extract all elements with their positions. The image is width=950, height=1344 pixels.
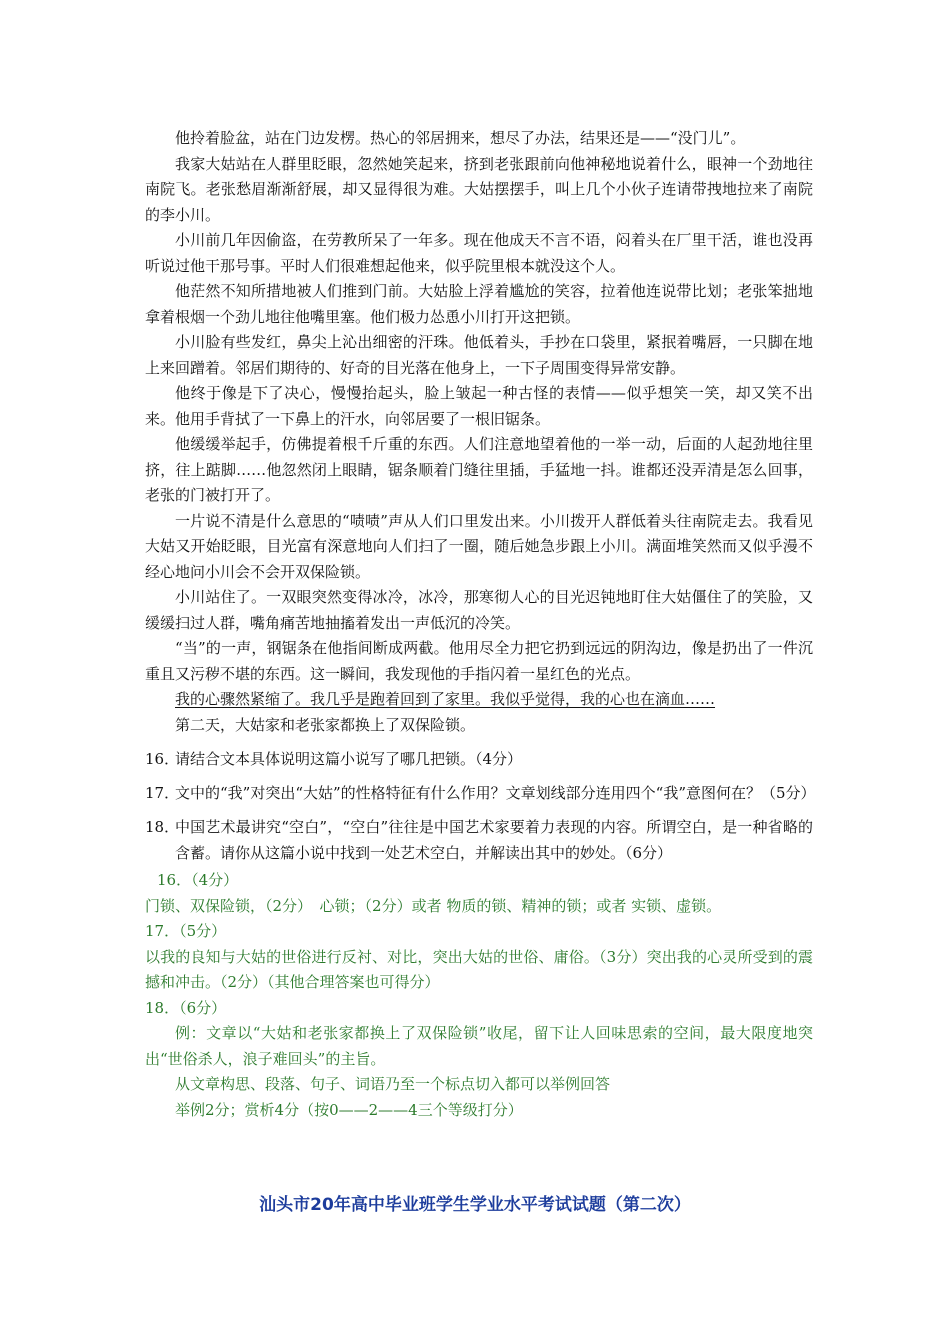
story-paragraph: 一片说不清是什么意思的“啧啧”声从人们口里发出来。小川拨开人群低着头往南院走去。我看见大姑又开始眨眼，目光富有深意地向人们扫了一圈，随后她急步跟上小川。满面堆笑然而又似乎漫不经心地问小川会不会开双保险锁。	[145, 511, 813, 581]
answer-17-heading: 17．（5分）	[145, 922, 227, 940]
story-paragraph: 小川站住了。一双眼突然变得冰冷，冰冷，那寒彻人心的目光迟钝地盯住大姑僵住了的笑脸，又缓缓扫过人群，嘴角痛苦地抽搐着发出一声低沉的冷笑。	[145, 588, 813, 632]
story-paragraph: 他终于像是下了决心，慢慢抬起头，脸上皱起一种古怪的表情——似乎想笑一笑，却又笑不出来。他用手背拭了一下鼻上的汗水，向邻居要了一根旧锯条。	[145, 384, 813, 428]
question-number: 16．	[145, 750, 180, 768]
answer-section	[145, 868, 813, 1123]
story-paragraph: 我家大姑站在人群里眨眼，忽然她笑起来，挤到老张跟前向他神秘地说着什么，眼神一个劲地往南院飞。老张愁眉渐渐舒展，却又显得很为难。大姑摆摆手，叫上几个小伙子连请带拽地拉来了南院的李小川。	[145, 154, 813, 224]
answer-16-heading: 16．（4分）	[157, 871, 239, 889]
question-text: 请结合文本具体说明这篇小说写了哪几把锁。（4分）	[175, 750, 523, 768]
answer-17-body: 以我的良知与大姑的世俗进行反衬、对比，突出大姑的世俗、庸俗。（3分）突出我的心灵所受到的震撼和冲击。（2分）（其他合理答案也可得分）	[145, 947, 813, 991]
answer-18-heading: 18．（6分）	[145, 998, 227, 1017]
story-paragraph: 小川脸有些发红，鼻尖上沁出细密的汗珠。他低着头，手抄在口袋里，紧抿着嘴唇，一只脚在地上来回蹭着。邻居们期待的、好奇的目光落在他身上，一下子周围变得异常安静。	[145, 333, 813, 377]
story-paragraph: 小川前几年因偷盗，在劳教所呆了一年多。现在他成天不言不语，闷着头在厂里干活，谁也没再听说过他干那号事。平时人们很难想起他来，似乎院里根本就没这个人。	[145, 231, 813, 275]
story-paragraph: 他茫然不知所措地被人们推到门前。大姑脸上浮着尴尬的笑容，拉着他连说带比划；老张笨拙地拿着根烟一个劲儿地往他嘴里塞。他们极力怂恿小川打开这把锁。	[145, 282, 813, 326]
underlined-text: 我的心骤然紧缩了。我几乎是跑着回到了家里。我似乎觉得，我的心也在滴血……	[175, 690, 716, 708]
question-number: 17．	[145, 784, 180, 802]
question-text: 文中的“我”对突出“大姑”的性格特征有什么作用？文章划线部分连用四个“我”意图何在？（5分）	[175, 784, 816, 802]
answer-16-body: 门锁、双保险锁，（2分） 心锁；（2分）或者 物质的锁、精神的锁；或者 实锁、虚锁。	[145, 896, 722, 915]
answer-18-body: 例：文章以“大姑和老张家都换上了双保险锁”收尾，留下让人回味思索的空间，最大限度地突出“世俗杀人，浪子难回头”的主旨。	[145, 1024, 813, 1068]
story-paragraph: “当”的一声，钢锯条在他指间断成两截。他用尽全力把它扔到远远的阴沟边，像是扔出了一件沉重且又污秽不堪的东西。这一瞬间，我发现他的手指闪着一星红色的光点。	[145, 639, 813, 683]
answer-18-scoring: 举例2分；赏析4分（按0——2——4三个等级打分）	[175, 1100, 523, 1119]
question-16	[145, 746, 813, 772]
exam-title-footer: 汕头市20年高中毕业班学生学业水平考试试题（第二次）	[259, 1195, 691, 1215]
question-17	[145, 780, 816, 806]
question-text: 中国艺术最讲究“空白”，“空白”往往是中国艺术家要着力表现的内容。所谓空白，是一种省略的含蓄。请你从这篇小说中找到一处艺术空白，并解读出其中的妙处。（6分）	[175, 818, 813, 862]
question-number: 18．	[145, 818, 180, 836]
question-18	[145, 814, 813, 866]
story-underlined-paragraph	[145, 687, 813, 713]
story-paragraph: 他拎着脸盆，站在门边发楞。热心的邻居拥来，想尽了办法，结果还是——“没门儿”。	[175, 129, 746, 147]
story-paragraph: 第二天，大姑家和老张家都换上了双保险锁。	[175, 715, 476, 734]
content-column	[145, 126, 816, 1123]
answer-18-note: 从文章构思、段落、句子、词语乃至一个标点切入都可以举例回答	[175, 1075, 611, 1093]
story-paragraph: 他缓缓举起手，仿佛提着根千斤重的东西。人们注意地望着他的一举一动，后面的人起劲地往里挤，往上踮脚……他忽然闭上眼睛，锯条顺着门缝往里插，手猛地一抖。谁都还没弄清是怎么回事，老张的门被打开了。	[145, 435, 813, 504]
